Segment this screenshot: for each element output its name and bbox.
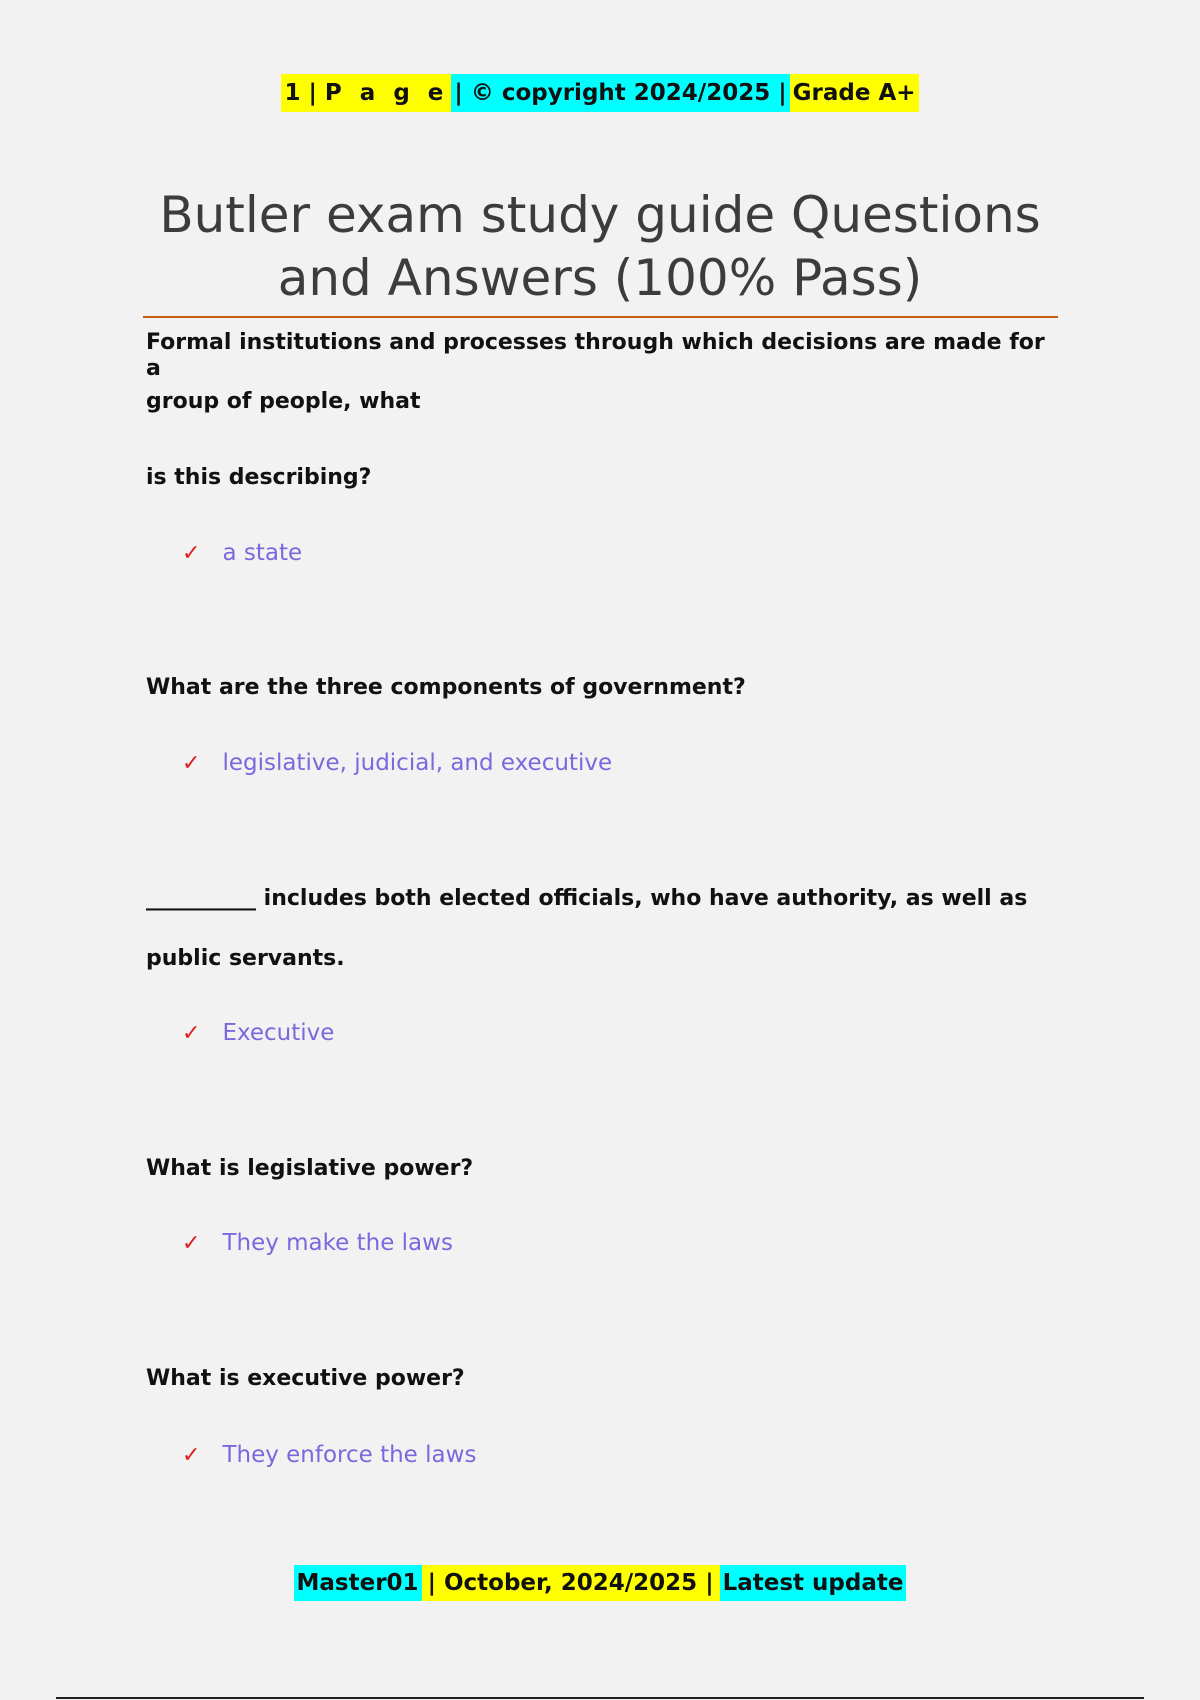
- page-footer: [0, 1565, 1200, 1601]
- checkmark-icon: ✓: [182, 1021, 201, 1046]
- answer-3-text: Executive: [222, 1020, 335, 1046]
- answer-5: [182, 1440, 476, 1471]
- question-5: What is executive power?: [146, 1366, 465, 1391]
- grade-label: Grade A+: [790, 74, 919, 112]
- checkmark-icon: ✓: [182, 541, 201, 566]
- copyright-label: | © copyright 2024/2025 |: [451, 74, 789, 112]
- answer-2-text: legislative, judicial, and executive: [222, 750, 613, 776]
- checkmark-icon: ✓: [182, 1231, 201, 1256]
- answer-1-text: a state: [222, 540, 303, 566]
- question-1-line-1: Formal institutions and processes through which decisions are made for a: [146, 330, 1045, 381]
- question-1-line-2: group of people, what: [146, 389, 421, 414]
- author-label: Master01: [294, 1565, 422, 1601]
- checkmark-icon: ✓: [182, 1443, 201, 1468]
- answer-3: [182, 1018, 334, 1049]
- page-header: [0, 74, 1200, 112]
- answer-4-text: They make the laws: [222, 1230, 453, 1256]
- footer-divider: [56, 1697, 1144, 1699]
- answer-4: [182, 1228, 453, 1259]
- checkmark-icon: ✓: [182, 751, 201, 776]
- question-3-line-2: public servants.: [146, 946, 345, 971]
- question-1-line-3: is this describing?: [146, 465, 372, 490]
- question-4: What is legislative power?: [146, 1156, 474, 1181]
- answer-5-text: They enforce the laws: [222, 1442, 477, 1468]
- page-number-label: 1 | P a g e: [281, 74, 451, 112]
- document-title: Butler exam study guide Questions and Answers (100% Pass): [159, 186, 1041, 307]
- question-2: What are the three components of government?: [146, 675, 746, 700]
- update-status-label: Latest update: [720, 1565, 907, 1601]
- question-3-line-1: __________ includes both elected officials, who have authority, as well as: [146, 886, 1028, 911]
- title-underline: [143, 316, 1058, 318]
- date-label: | October, 2024/2025 |: [422, 1565, 720, 1601]
- answer-2: [182, 748, 612, 779]
- answer-1: [182, 538, 302, 569]
